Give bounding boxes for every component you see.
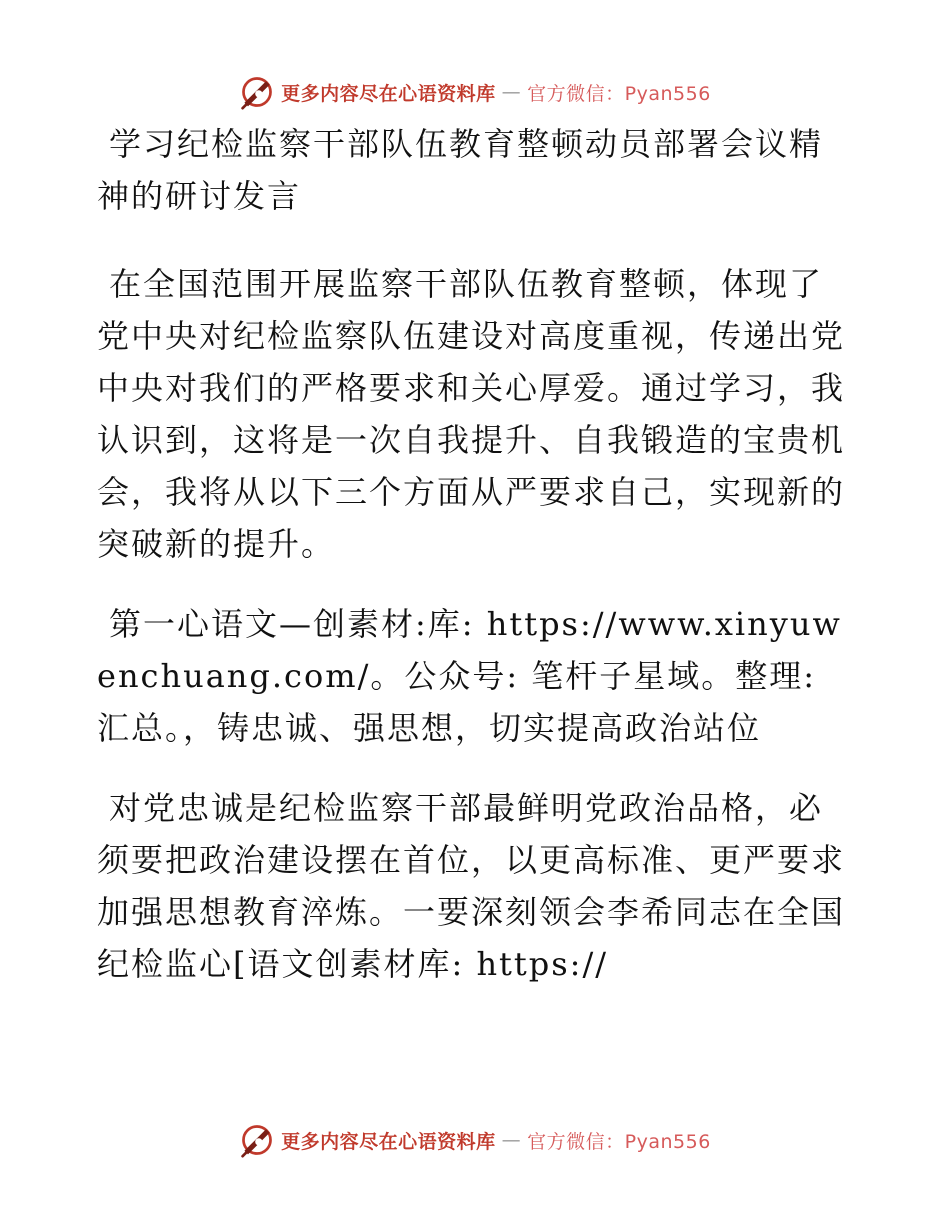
quill-logo-icon (239, 1122, 275, 1158)
quill-logo-icon (239, 74, 275, 110)
paragraph: 第一心语文—创素材:库: https://www.xinyuwenchuang.com/。公众号: 笔杆子星域。整理:汇总。，铸忠诚、强思想，切实提高政治站位 (97, 605, 842, 747)
banner-brand-text: 更多内容尽在心语资料库 (281, 1130, 496, 1153)
paragraph: 在全国范围开展监察干部队伍教育整顿，体现了党中央对纪检监察队伍建设对高度重视，传递出党中央对我们的严格要求和关心厚爱。通过学习，我认识到，这将是一次自我提升、自我锻造的宝贵机会，我将从以下三个方面从严要求自己，实现新的突破新的提升。 (97, 265, 846, 563)
banner-separator: — (501, 1129, 522, 1151)
banner-wechat-text: 官方微信：Pyan556 (527, 1130, 711, 1153)
document-title: 学习纪检监察干部队伍教育整顿动员部署会议精神的研讨发言 (97, 125, 824, 215)
footer-banner (0, 1120, 950, 1160)
banner-separator: — (501, 81, 522, 103)
header-banner (0, 72, 950, 112)
document-body (97, 118, 849, 1018)
banner-brand-text: 更多内容尽在心语资料库 (281, 82, 496, 105)
paragraph: 对党忠诚是纪检监察干部最鲜明党政治品格，必须要把政治建设摆在首位，以更高标准、更严要求加强思想教育淬炼。一要深刻领会李希同志在全国纪检监心[语文创素材库: https:// (97, 789, 846, 983)
banner-wechat-text: 官方微信：Pyan556 (527, 82, 711, 105)
